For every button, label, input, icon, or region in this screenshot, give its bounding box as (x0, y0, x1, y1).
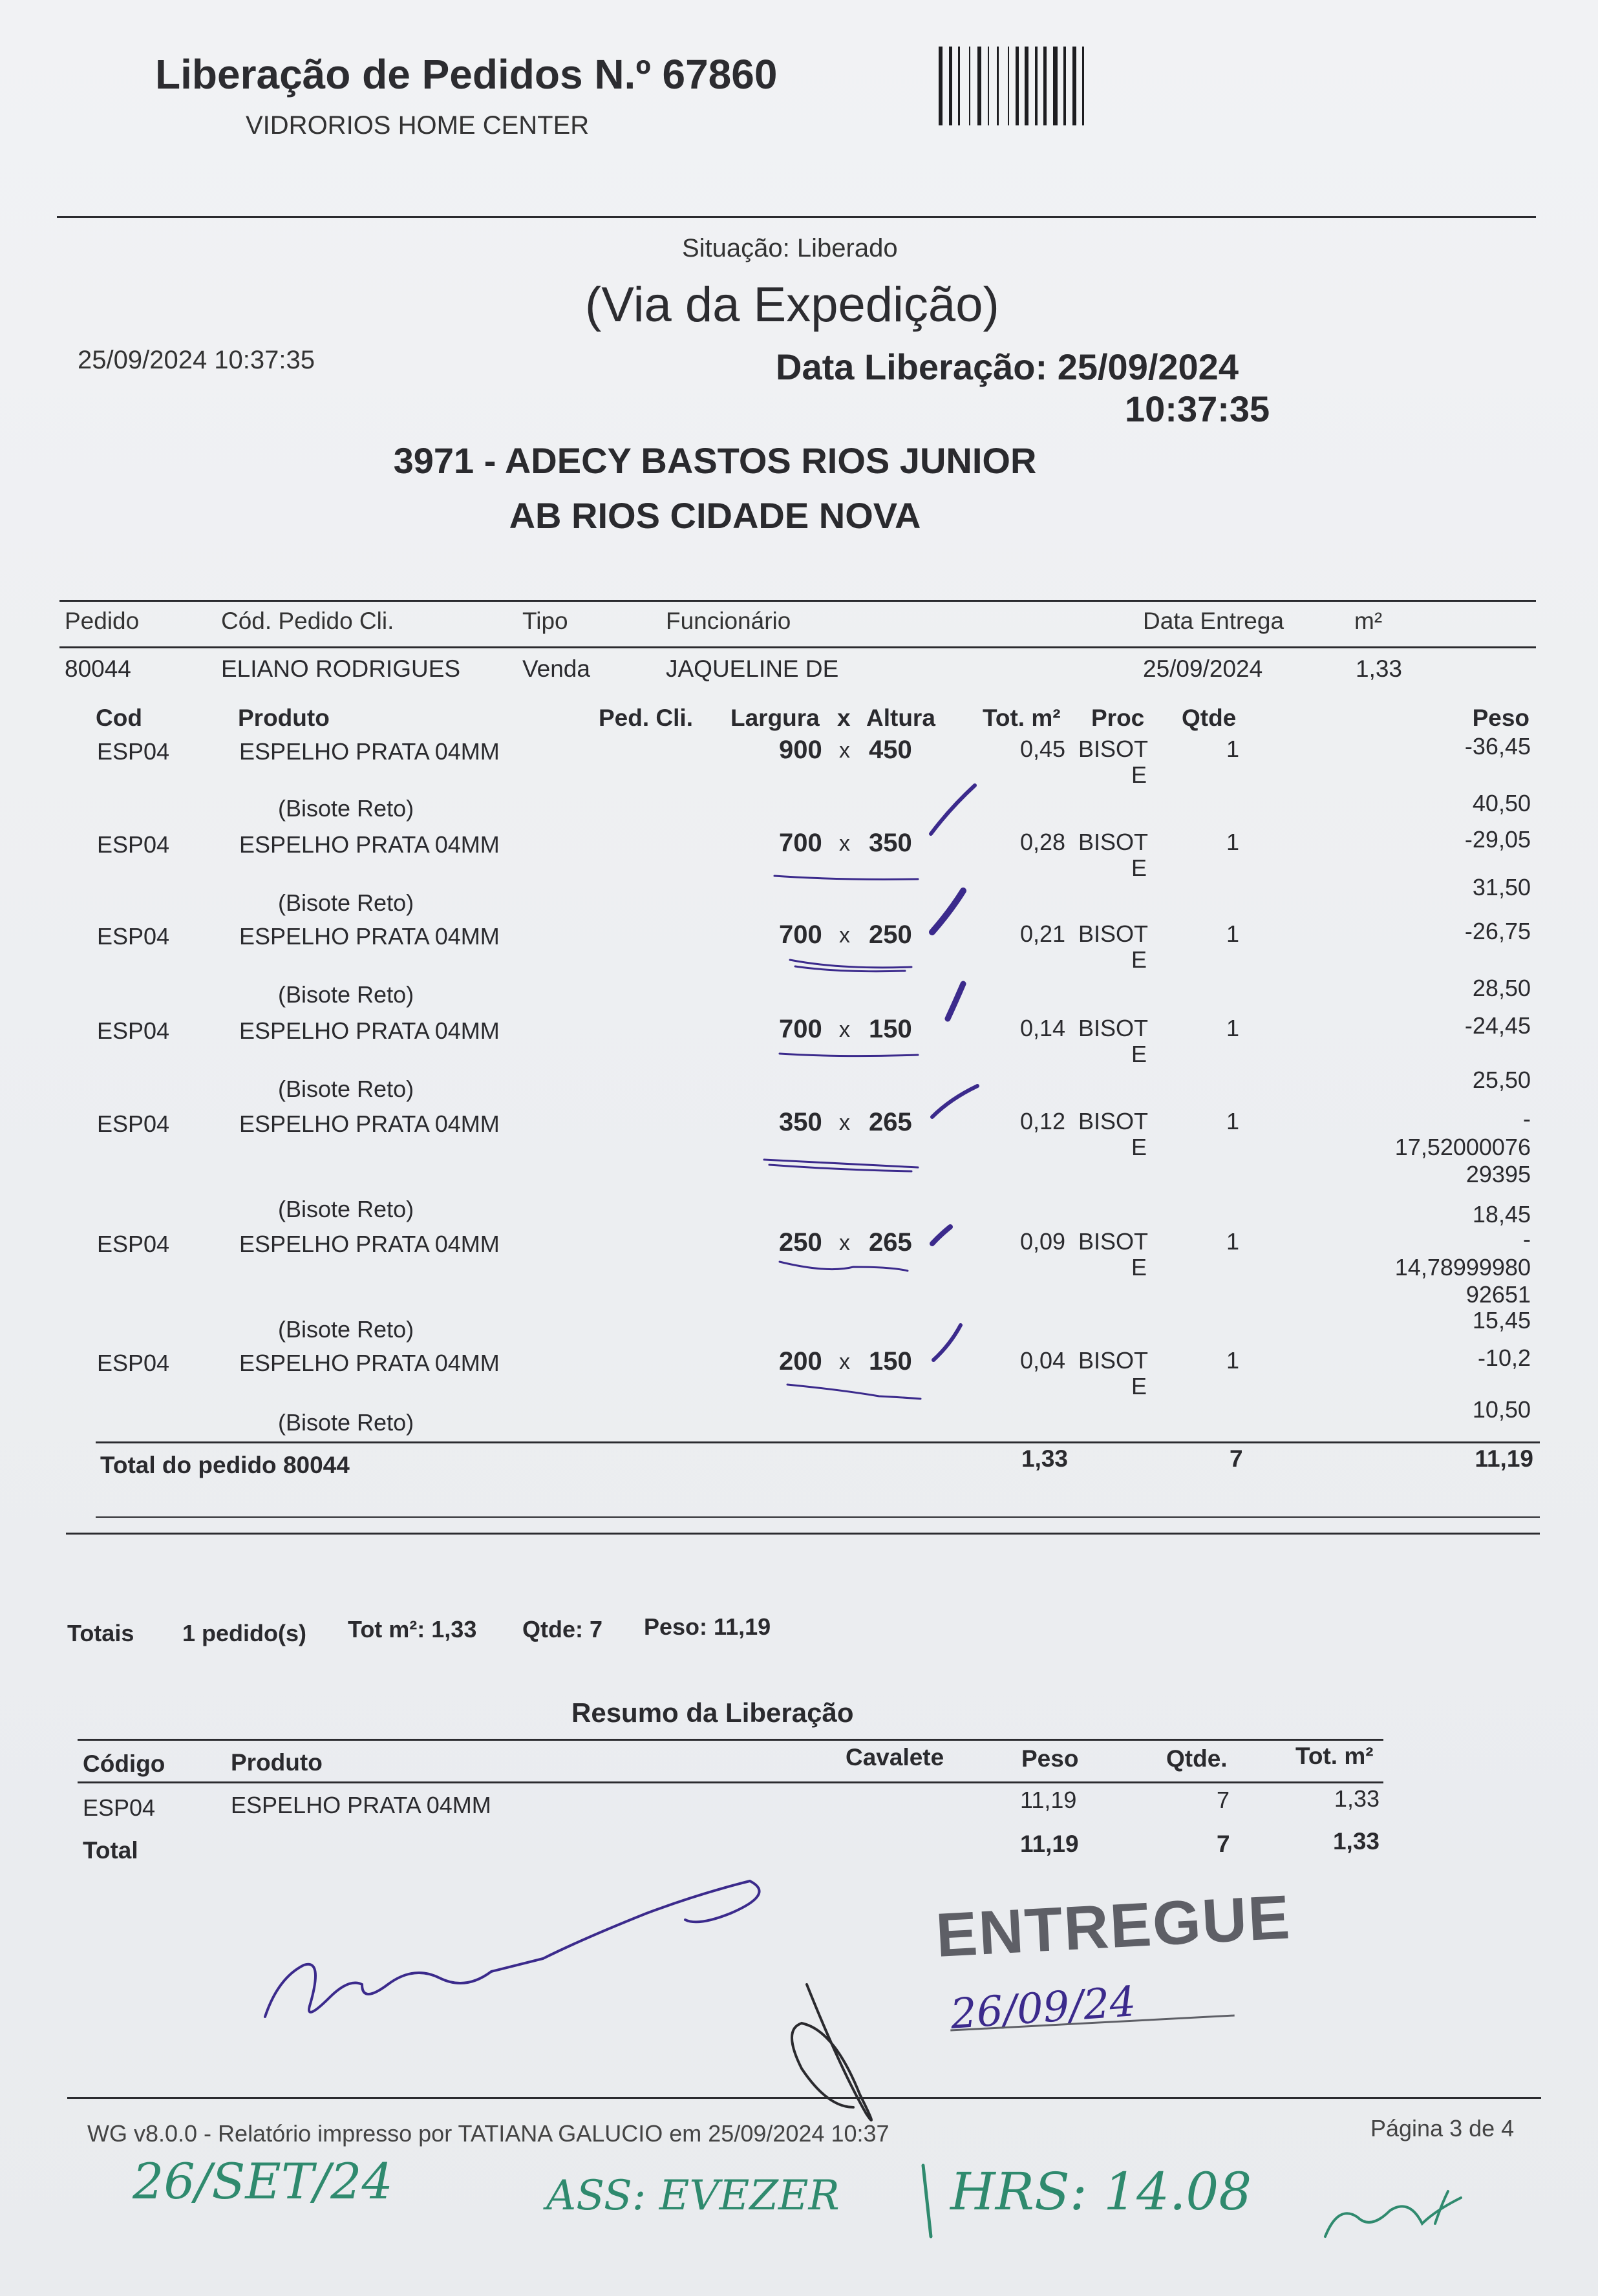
item-qtde: 1 (1226, 920, 1240, 947)
resumo-total-tot-m2: 1,33 (1332, 1828, 1380, 1855)
barcode-bar (977, 47, 981, 125)
item-peso: -36,45 (1464, 733, 1531, 760)
barcode-bar (969, 47, 970, 125)
items-header-ped-cli: Ped. Cli. (599, 705, 693, 731)
item-tot-m2: 0,14 (1020, 1015, 1066, 1041)
item-peso: - (1523, 1226, 1531, 1252)
item-largura: 700 (779, 920, 822, 949)
col-header-m2: m² (1354, 608, 1383, 634)
item-proc: BISOT (1078, 1108, 1149, 1134)
resumo-row-tot-m2: 1,33 (1334, 1785, 1380, 1812)
check-mark-6 (933, 1325, 961, 1360)
item-cod: ESP04 (97, 1350, 170, 1376)
document-title: Liberação de Pedidos N.º 67860 (155, 51, 778, 98)
item-proc: BISOT (1078, 1347, 1149, 1374)
signature-black (792, 1984, 871, 2120)
item-altura: 265 (869, 1228, 912, 1257)
item-proc-cont: E (1131, 1134, 1147, 1160)
footer-rule (67, 2097, 1541, 2099)
order-pedido: 80044 (65, 655, 131, 682)
item-produto: ESPELHO PRATA 04MM (239, 1350, 500, 1376)
item-peso-bruto: 18,45 (1472, 1201, 1531, 1228)
item-altura: 350 (869, 829, 912, 857)
client-store (0, 494, 1598, 537)
item-processo: (Bisote Reto) (278, 981, 414, 1008)
col-header-pedido: Pedido (65, 608, 140, 634)
barcode-bar (1082, 47, 1084, 125)
client-name (0, 440, 1598, 482)
underline-5 (780, 1262, 908, 1271)
item-produto: ESPELHO PRATA 04MM (239, 1111, 500, 1137)
order-cod-pedido-cli: ELIANO RODRIGUES (221, 655, 461, 682)
item-proc: BISOT (1078, 1015, 1149, 1041)
item-altura: 450 (869, 736, 912, 764)
item-produto: ESPELHO PRATA 04MM (239, 1231, 500, 1257)
item-qtde: 1 (1226, 1347, 1240, 1374)
item-peso-cont: 17,52000076 (1394, 1134, 1531, 1160)
item-qtde: 1 (1226, 1108, 1240, 1134)
resumo-row-codigo: ESP04 (83, 1794, 156, 1821)
resumo-header-cavalete: Cavalete (846, 1744, 944, 1770)
via-label: (Via da Expedição) (585, 277, 999, 332)
item-x: x (839, 1350, 850, 1374)
item-tot-m2: 0,28 (1020, 829, 1066, 855)
item-proc-cont: E (1131, 946, 1147, 973)
data-liberacao: Data Liberação: 25/09/2024 (776, 346, 1239, 387)
barcode-bar (939, 47, 943, 125)
item-peso: -10,2 (1477, 1345, 1531, 1371)
item-altura: 150 (869, 1015, 912, 1043)
item-largura: 350 (779, 1108, 822, 1136)
signature-blue (265, 1881, 760, 2017)
totais-label: Totais (67, 1620, 134, 1646)
items-header-largura: Largura (730, 705, 820, 731)
barcode-bar (1063, 47, 1066, 125)
handwritten-date: 26/SET/24 (133, 2152, 393, 2210)
item-x: x (839, 831, 850, 856)
item-proc: BISOT (1078, 920, 1149, 947)
items-header-x: x (837, 705, 851, 731)
item-proc: BISOT (1078, 736, 1149, 762)
item-peso-bruto: 28,50 (1472, 975, 1531, 1001)
check-mark-4 (932, 1086, 977, 1117)
resumo-row-qtde: 7 (1217, 1787, 1230, 1813)
total-pedido-m2: 1,33 (1021, 1445, 1069, 1472)
items-header-proc: Proc (1091, 705, 1145, 731)
total-pedido-label: Total do pedido 80044 (100, 1452, 350, 1478)
item-peso: -24,45 (1464, 1012, 1531, 1039)
item-x: x (839, 738, 850, 763)
resumo-header-qtde: Qtde. (1166, 1745, 1228, 1772)
resumo-header-produto: Produto (231, 1749, 323, 1776)
barcode-bar (1053, 47, 1058, 125)
item-proc-cont: E (1131, 1254, 1147, 1281)
check-mark-5 (932, 1227, 950, 1244)
underline-1 (774, 876, 918, 879)
item-tot-m2: 0,45 (1020, 736, 1066, 762)
initials-green (1325, 2191, 1461, 2237)
barcode-bar (958, 47, 960, 125)
items-total-rule (96, 1441, 1540, 1443)
items-header-cod: Cod (96, 705, 142, 731)
items-header-peso: Peso (1472, 705, 1529, 731)
col-header-data-entrega: Data Entrega (1143, 608, 1284, 634)
item-peso: - (1523, 1105, 1531, 1132)
company-name: VIDRORIOS HOME CENTER (246, 111, 590, 140)
item-cod: ESP04 (97, 923, 170, 950)
item-altura: 150 (869, 1347, 912, 1376)
page-number: Página 3 de 4 (1370, 2115, 1515, 2142)
barcode-bar (949, 47, 952, 125)
handwritten-hrs: HRS: 14.08 (950, 2162, 1252, 2222)
item-produto: ESPELHO PRATA 04MM (239, 1017, 500, 1044)
item-proc-cont: E (1131, 1373, 1147, 1399)
order-table-header-rule (59, 646, 1536, 648)
item-qtde: 1 (1226, 736, 1240, 762)
item-cod: ESP04 (97, 1111, 170, 1137)
resumo-header-codigo: Código (83, 1750, 165, 1777)
resumo-header-tot-m2: Tot. m² (1295, 1743, 1374, 1769)
totais-qtde: Qtde: 7 (522, 1616, 603, 1642)
item-proc: BISOT (1078, 1228, 1149, 1255)
item-produto: ESPELHO PRATA 04MM (239, 831, 500, 858)
item-cod: ESP04 (97, 1017, 170, 1044)
item-peso: -29,05 (1464, 826, 1531, 853)
handwritten-slash (923, 2165, 931, 2237)
col-header-funcionario: Funcionário (666, 608, 791, 634)
check-mark-2 (932, 891, 963, 932)
resumo-row-produto: ESPELHO PRATA 04MM (231, 1792, 491, 1818)
underline-3 (780, 1054, 918, 1056)
item-peso-bruto: 10,50 (1472, 1396, 1531, 1423)
item-cod: ESP04 (97, 1231, 170, 1257)
item-peso-cont: 14,78999980 (1394, 1254, 1531, 1281)
item-processo: (Bisote Reto) (278, 1196, 414, 1222)
barcode-bar (1016, 47, 1019, 125)
items-header-qtde: Qtde (1182, 705, 1237, 731)
item-cod: ESP04 (97, 831, 170, 858)
item-x: x (839, 1017, 850, 1042)
item-altura: 265 (869, 1108, 912, 1136)
item-processo: (Bisote Reto) (278, 1076, 414, 1102)
resumo-title: Resumo da Liberação (571, 1697, 854, 1728)
check-mark-1 (931, 785, 975, 834)
header-divider (57, 216, 1536, 218)
items-bottom-rule (96, 1516, 1540, 1518)
barcode-bar (1035, 47, 1038, 125)
resumo-header-rule (78, 1781, 1383, 1783)
item-proc-cont: E (1131, 1041, 1147, 1067)
barcode-bar (997, 47, 999, 125)
item-qtde: 1 (1226, 829, 1240, 855)
barcode-bar (1008, 47, 1009, 125)
totais-m2: Tot m²: 1,33 (348, 1616, 477, 1642)
print-timestamp: 25/09/2024 10:37:35 (78, 346, 315, 374)
barcode-bar (1025, 47, 1028, 125)
item-largura: 700 (779, 1015, 822, 1043)
barcode (937, 47, 1199, 125)
items-header-produto: Produto (238, 705, 330, 731)
item-peso-bruto: 31,50 (1472, 874, 1531, 900)
item-processo: (Bisote Reto) (278, 1316, 414, 1343)
item-peso-bruto: 15,45 (1472, 1307, 1531, 1334)
barcode-bar (1043, 47, 1047, 125)
barcode-bar (1072, 47, 1076, 125)
item-largura: 250 (779, 1228, 822, 1257)
item-peso-bruto: 40,50 (1472, 790, 1531, 816)
item-peso-cont2: 29395 (1465, 1161, 1531, 1187)
item-largura: 700 (779, 829, 822, 857)
item-produto: ESPELHO PRATA 04MM (239, 738, 500, 765)
item-proc: BISOT (1078, 829, 1149, 855)
item-cod: ESP04 (97, 738, 170, 765)
item-peso: -26,75 (1464, 918, 1531, 944)
item-proc-cont: E (1131, 761, 1147, 788)
item-altura: 250 (869, 920, 912, 949)
handwritten-ass: ASS: EVEZER (546, 2172, 840, 2220)
item-largura: 900 (779, 736, 822, 764)
items-header-tot-m2: Tot. m² (983, 705, 1061, 731)
item-processo: (Bisote Reto) (278, 889, 414, 916)
item-tot-m2: 0,09 (1020, 1228, 1066, 1255)
items-header-altura: Altura (866, 705, 935, 731)
total-pedido-qtde: 7 (1230, 1445, 1243, 1472)
client-store-text: AB RIOS CIDADE NOVA (509, 495, 921, 536)
footer-printed-by: WG v8.0.0 - Relatório impresso por TATIANA GALUCIO em 25/09/2024 10:37 (87, 2120, 890, 2147)
col-header-tipo: Tipo (522, 608, 568, 634)
underline-4 (764, 1160, 918, 1171)
entregue-stamp: ENTREGUE (934, 1882, 1293, 1970)
item-peso-cont2: 92651 (1465, 1281, 1531, 1308)
item-peso-bruto: 25,50 (1472, 1067, 1531, 1093)
data-liberacao-time: 10:37:35 (1125, 388, 1270, 429)
situacao: Situação: Liberado (682, 234, 898, 262)
total-pedido-peso: 11,19 (1475, 1445, 1533, 1472)
order-data-entrega: 25/09/2024 (1143, 655, 1263, 682)
underline-2 (790, 960, 911, 972)
resumo-total-qtde: 7 (1217, 1831, 1230, 1857)
item-tot-m2: 0,12 (1020, 1108, 1066, 1134)
totais-pedidos: 1 pedido(s) (182, 1620, 307, 1646)
item-qtde: 1 (1226, 1015, 1240, 1041)
stamp-date: 26/09/24 (948, 1978, 1138, 2039)
order-funcionario: JAQUELINE DE (666, 655, 839, 682)
item-tot-m2: 0,04 (1020, 1347, 1066, 1374)
client-name-text: 3971 - ADECY BASTOS RIOS JUNIOR (393, 440, 1037, 481)
item-produto: ESPELHO PRATA 04MM (239, 923, 500, 950)
totais-peso: Peso: 11,19 (644, 1613, 771, 1640)
item-x: x (839, 1111, 850, 1135)
item-largura: 200 (779, 1347, 822, 1376)
resumo-header-peso: Peso (1021, 1745, 1079, 1772)
section-divider (66, 1533, 1540, 1535)
resumo-total-peso: 11,19 (1020, 1831, 1079, 1857)
order-tipo: Venda (522, 655, 590, 682)
resumo-total-label: Total (83, 1837, 138, 1864)
item-x: x (839, 1231, 850, 1255)
item-proc-cont: E (1131, 855, 1147, 881)
order-table-top-rule (59, 600, 1536, 602)
barcode-bar (988, 47, 989, 125)
item-processo: (Bisote Reto) (278, 1409, 414, 1436)
check-mark-3 (948, 984, 963, 1019)
item-qtde: 1 (1226, 1228, 1240, 1255)
item-processo: (Bisote Reto) (278, 795, 414, 822)
item-tot-m2: 0,21 (1020, 920, 1066, 947)
resumo-top-rule (78, 1739, 1383, 1741)
resumo-row-peso: 11,19 (1020, 1787, 1077, 1813)
col-header-cod-pedido-cli: Cód. Pedido Cli. (221, 608, 394, 634)
order-m2: 1,33 (1356, 655, 1403, 682)
item-x: x (839, 923, 850, 948)
underline-6 (787, 1385, 921, 1399)
